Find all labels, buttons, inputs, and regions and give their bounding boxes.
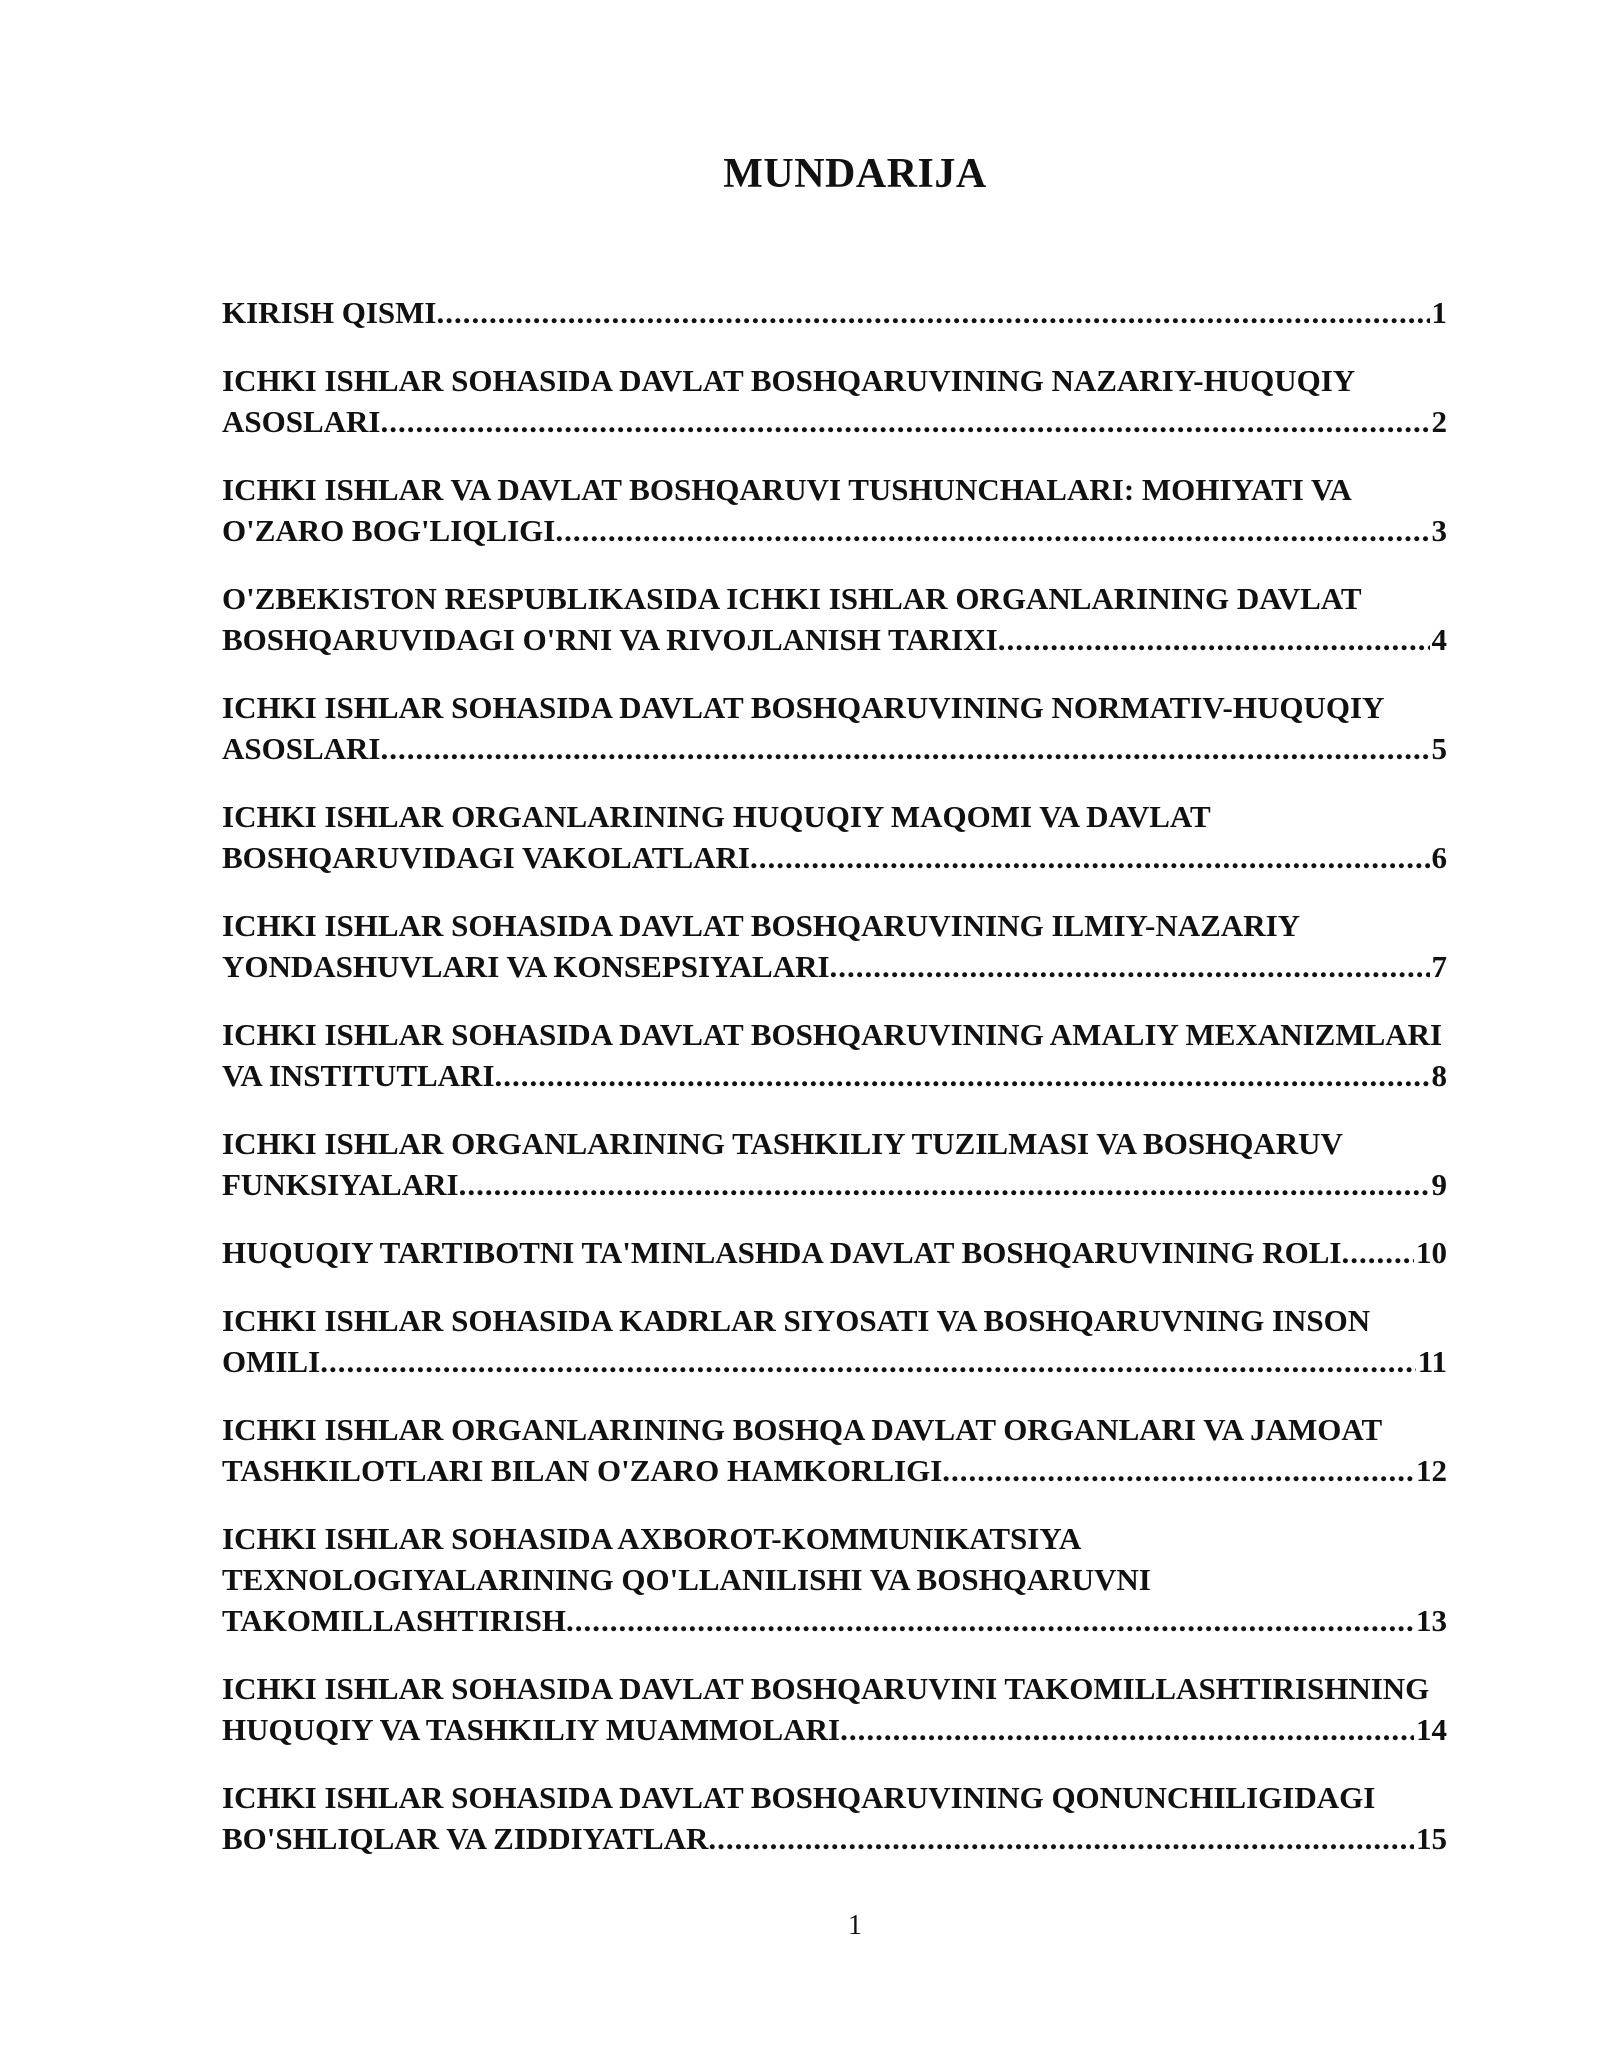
dot-leader [381,401,1430,442]
dot-leader [750,837,1430,878]
toc-entry-page-number: 8 [1431,1058,1447,1093]
toc-entry-title-end: FUNKSIYALARI [222,1167,459,1202]
toc-entry-title-end: VA INSTITUTLARI [222,1058,495,1093]
dot-leader [1341,1232,1414,1273]
toc-entry-page-number: 6 [1431,840,1447,875]
toc-entry-last-line [222,1709,1447,1750]
toc-entry-page-number: 15 [1416,1821,1447,1856]
toc-entry-title-end: BOSHQARUVIDAGI VAKOLATLARI [222,840,750,875]
toc-entry-title-end: ASOSLARI [222,731,381,766]
toc-entry-last-line [222,510,1447,551]
toc-entry-title-line: ICHKI ISHLAR ORGANLARINING HUQUQIY MAQOMI VA DAVLAT [222,799,1211,834]
toc-entry[interactable] [222,469,1462,551]
toc-entry-title-line: TEXNOLOGIYALARINING QO'LLANILISHI VA BOSHQARUVNI [222,1562,1151,1597]
toc-entry[interactable] [222,578,1462,660]
toc-entry-title-line: ICHKI ISHLAR SOHASIDA KADRLAR SIYOSATI VA BOSHQARUVNING INSON [222,1303,1371,1338]
toc-entry-title-line: O'ZBEKISTON RESPUBLIKASIDA ICHKI ISHLAR ORGANLARINING DAVLAT [222,581,1362,616]
toc-entry-title-end: O'ZARO BOG'LIQLIGI [222,513,556,548]
toc-entry-page-number: 14 [1416,1712,1447,1747]
toc-entry-title-end: OMILI [222,1344,321,1379]
toc-entry-page-number: 13 [1416,1603,1447,1638]
dot-leader [436,292,1429,333]
toc-entry-last-line [222,401,1447,442]
toc-entry-page-number: 3 [1431,513,1447,548]
toc-entry-title-end: TAKOMILLASHTIRISH [222,1603,566,1638]
toc-entry[interactable] [222,1777,1462,1859]
toc-entry-title-line: ICHKI ISHLAR SOHASIDA DAVLAT BOSHQARUVINI TAKOMILLASHTIRISHNING [222,1671,1430,1706]
toc-entry-title-line: ICHKI ISHLAR SOHASIDA DAVLAT BOSHQARUVINING NAZARIY-HUQUQIY [222,363,1356,398]
toc-entry-last-line [222,1164,1447,1205]
toc-entry-page-number: 9 [1431,1167,1447,1202]
toc-entry-page-number: 12 [1416,1453,1447,1488]
toc-entry[interactable] [222,1123,1462,1205]
toc-entry[interactable] [222,796,1462,878]
toc-entry-title-line: ICHKI ISHLAR SOHASIDA DAVLAT BOSHQARUVINING QONUNCHILIGIDAGI [222,1780,1376,1815]
toc-entry-last-line [222,728,1447,769]
dot-leader [566,1600,1414,1641]
toc-entry-last-line [222,946,1447,987]
dot-leader [840,1709,1414,1750]
toc-entry-title-line: ICHKI ISHLAR SOHASIDA DAVLAT BOSHQARUVINING NORMATIV-HUQUQIY [222,690,1385,725]
toc-entry-page-number: 11 [1417,1344,1447,1379]
toc-entry-last-line [222,837,1447,878]
toc-entry[interactable] [222,1232,1462,1273]
toc-entry-page-number: 2 [1431,404,1447,439]
dot-leader [942,1450,1414,1491]
dot-leader [320,1341,1416,1382]
toc-entry-last-line [222,1055,1447,1096]
toc-entry-title-line: ICHKI ISHLAR ORGANLARINING TASHKILIY TUZILMASI VA BOSHQARUV [222,1126,1343,1161]
toc-entry-last-line [222,1341,1447,1382]
toc-entry-page-number: 10 [1416,1235,1447,1270]
toc-entry[interactable] [222,1518,1462,1641]
page-title: MUNDARIJA [723,151,987,197]
toc-entry[interactable] [222,905,1462,987]
dot-leader [555,510,1429,551]
toc-entry-title-end: TASHKILOTLARI BILAN O'ZARO HAMKORLIGI [222,1453,943,1488]
page-number: 1 [848,1910,862,1941]
toc-entry[interactable] [222,1014,1462,1096]
toc-entry[interactable] [222,1300,1462,1382]
toc-entry-page-number: 1 [1431,295,1447,330]
toc-entry-last-line [222,619,1447,660]
toc-entry-title-end: BOSHQARUVIDAGI O'RNI VA RIVOJLANISH TARIXI [222,622,998,657]
toc-entry-title-line: ICHKI ISHLAR SOHASIDA DAVLAT BOSHQARUVINING AMALIY MEXANIZMLARI [222,1017,1443,1052]
dot-leader [459,1164,1430,1205]
dot-leader [998,619,1430,660]
toc-entry-title-line: ICHKI ISHLAR SOHASIDA AXBOROT-KOMMUNIKATSIYA [222,1521,1082,1556]
toc-entry[interactable] [222,1668,1462,1750]
dot-leader [495,1055,1430,1096]
toc-entry-title-line: ICHKI ISHLAR ORGANLARINING BOSHQA DAVLAT ORGANLARI VA JAMOAT [222,1412,1383,1447]
toc-entry-title-end: BO'SHLIQLAR VA ZIDDIYATLAR [222,1821,709,1856]
toc-entry-title-line: ICHKI ISHLAR SOHASIDA DAVLAT BOSHQARUVINING ILMIY-NAZARIY [222,908,1301,943]
toc-entry-last-line [222,1600,1447,1641]
toc-entry[interactable] [222,687,1462,769]
toc-entry-title-end: YONDASHUVLARI VA KONSEPSIYALARI [222,949,830,984]
toc-entry-last-line [222,292,1447,333]
toc-entry[interactable] [222,1409,1462,1491]
toc-entry-title-end: HUQUQIY VA TASHKILIY MUAMMOLARI [222,1712,841,1747]
toc-entry[interactable] [222,360,1462,442]
toc-entry-last-line [222,1450,1447,1491]
toc-entry-title-end: HUQUQIY TARTIBOTNI TA'MINLASHDA DAVLAT BOSHQARUVINING ROLI [222,1235,1342,1270]
toc-entry-last-line [222,1818,1447,1859]
toc-entry-title-line: ICHKI ISHLAR VA DAVLAT BOSHQARUVI TUSHUNCHALARI: MOHIYATI VA [222,472,1352,507]
toc-entry-page-number: 5 [1431,731,1447,766]
toc-entry[interactable] [222,292,1462,333]
toc-entry-last-line [222,1232,1447,1273]
toc-entry-title-end: ASOSLARI [222,404,381,439]
dot-leader [381,728,1430,769]
table-of-contents [222,292,1462,1886]
dot-leader [708,1818,1414,1859]
dot-leader [830,946,1430,987]
toc-entry-page-number: 4 [1431,622,1447,657]
toc-entry-page-number: 7 [1431,949,1447,984]
toc-entry-title-end: KIRISH QISMI [222,295,437,330]
